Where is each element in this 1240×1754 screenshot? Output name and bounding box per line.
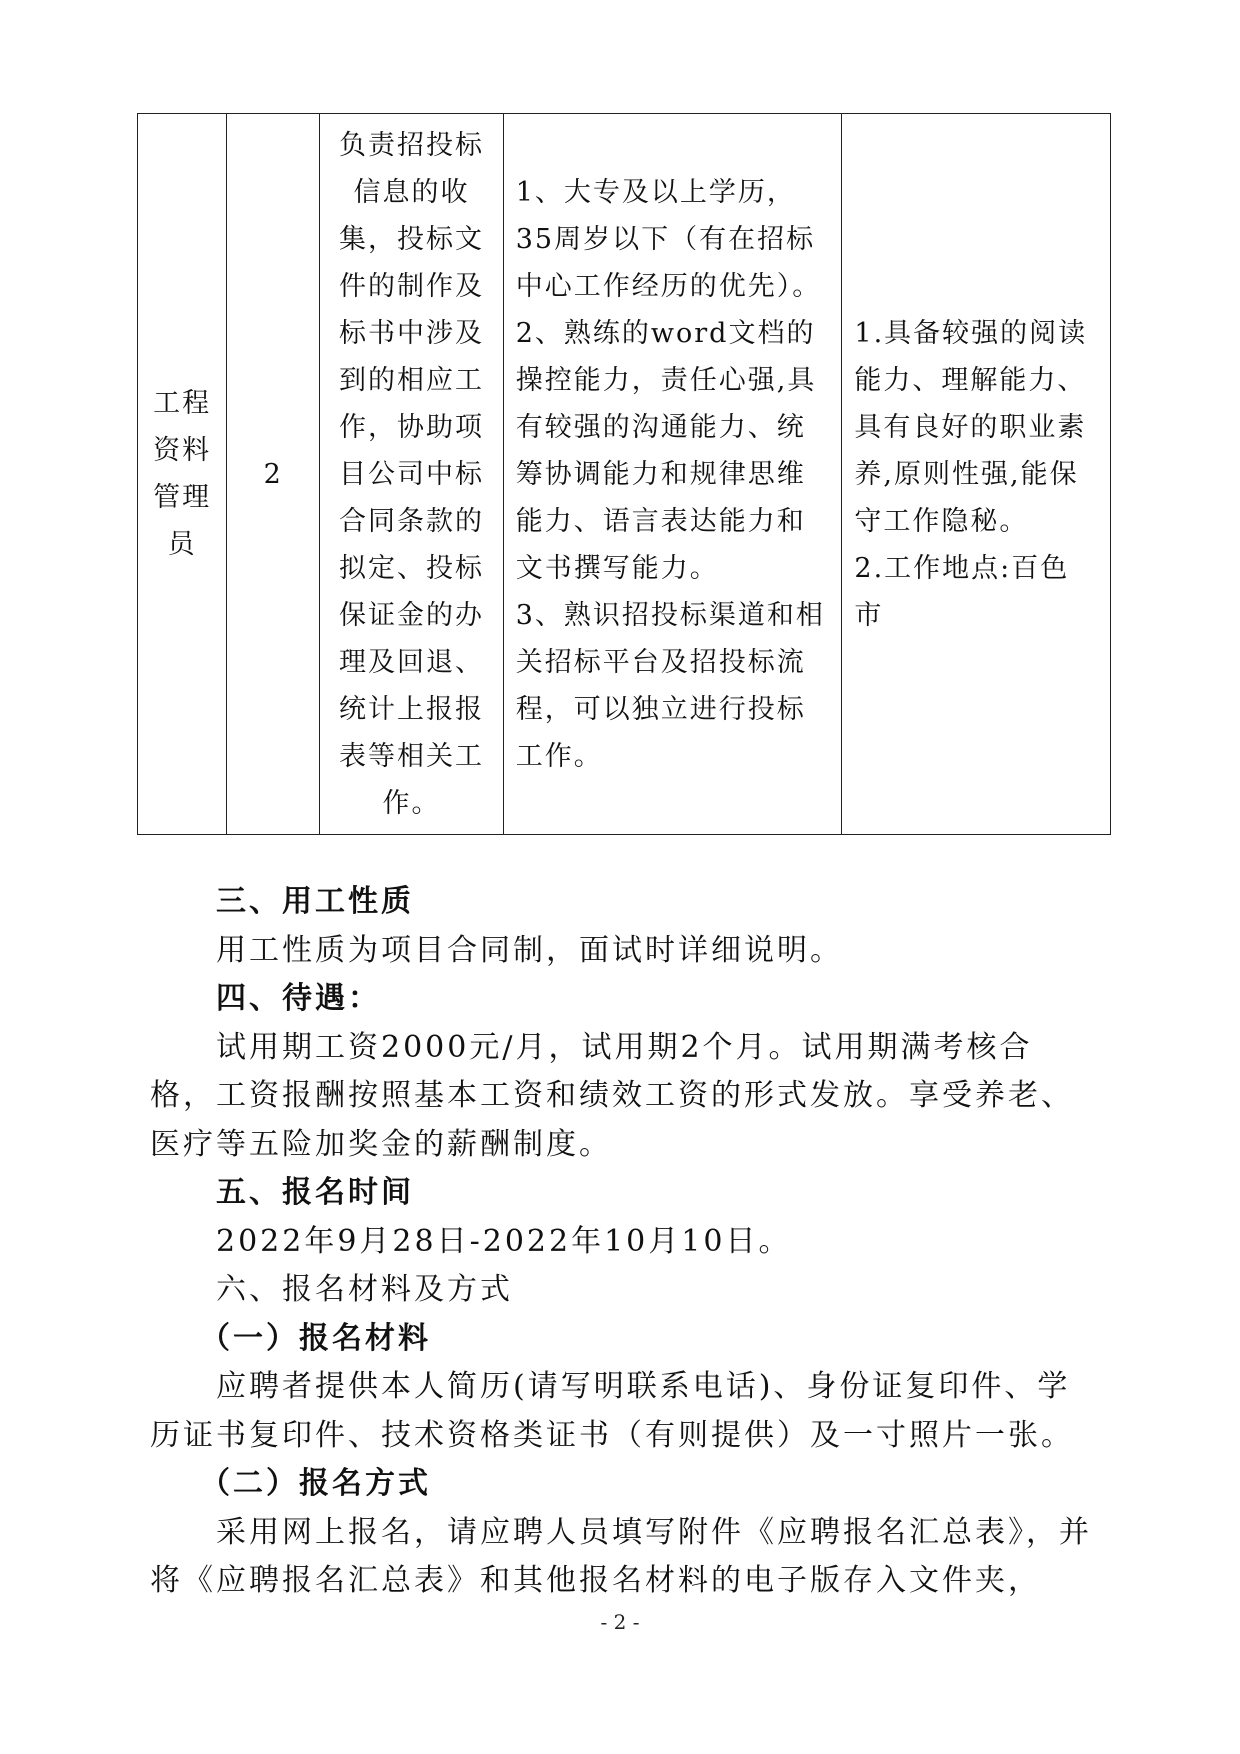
other-item: 1.具备较强的阅读能力、理解能力、具有良好的职业素养,原则性强,能保守工作隐秘。 <box>854 317 1088 537</box>
section-heading: 六、报名材料及方式 <box>216 1272 513 1307</box>
subsection-heading: （二）报名方式 <box>200 1466 431 1501</box>
section-heading: 四、待遇： <box>216 981 381 1016</box>
duty-cell: 负责招投标信息的收集，投标文件的制作及标书中涉及到的相应工作，协助项目公司中标合同条款的拟定、投标保证金的办理及回退、统计上报报表等相关工作。 <box>320 114 503 835</box>
requirement-item: 1、大专及以上学历，35周岁以下（有在招标中心工作经历的优先）。 <box>515 176 822 302</box>
page-number: - 2 - <box>600 1610 640 1634</box>
section-heading: 三、用工性质 <box>216 884 414 919</box>
document-body <box>150 878 1095 1606</box>
section-text: 2022年9月28日-2022年10月10日。 <box>216 1223 792 1259</box>
job-table <box>137 113 1111 835</box>
other-cell <box>842 114 1111 835</box>
section-text: 试用期工资2000元/月，试用期2个月。试用期满考核合格，工资报酬按照基本工资和绩效工资的形式发放。享受养老、医疗等五险加奖金的薪酬制度。 <box>150 1029 1074 1162</box>
requirement-item: 3、熟识招投标渠道和相关招标平台及招投标流程，可以独立进行投标工作。 <box>515 599 825 772</box>
section-heading: 五、报名时间 <box>216 1175 414 1210</box>
other-item: 2.工作地点:百色市 <box>854 552 1070 631</box>
requirements-cell <box>503 114 842 835</box>
section-text: 应聘者提供本人简历(请写明联系电话)、身份证复印件、学历证书复印件、技术资格类证书（有则提供）及一寸照片一张。 <box>150 1369 1074 1453</box>
table-row <box>138 114 1111 835</box>
subsection-heading: （一）报名材料 <box>200 1320 431 1356</box>
role-cell: 工程资料管理员 <box>138 114 227 835</box>
section-text: 采用网上报名，请应聘人员填写附件《应聘报名汇总表》，并将《应聘报名汇总表》和其他报名材料的电子版存入文件夹， <box>150 1514 1092 1598</box>
section-text: 用工性质为项目合同制，面试时详细说明。 <box>216 932 843 968</box>
headcount-cell: 2 <box>227 114 320 835</box>
requirement-item: 2、熟练的word文档的操控能力，责任心强,具有较强的沟通能力、统筹协调能力和规律思维能力、语言表达能力和文书撰写能力。 <box>515 317 817 584</box>
position-table <box>137 113 1111 835</box>
